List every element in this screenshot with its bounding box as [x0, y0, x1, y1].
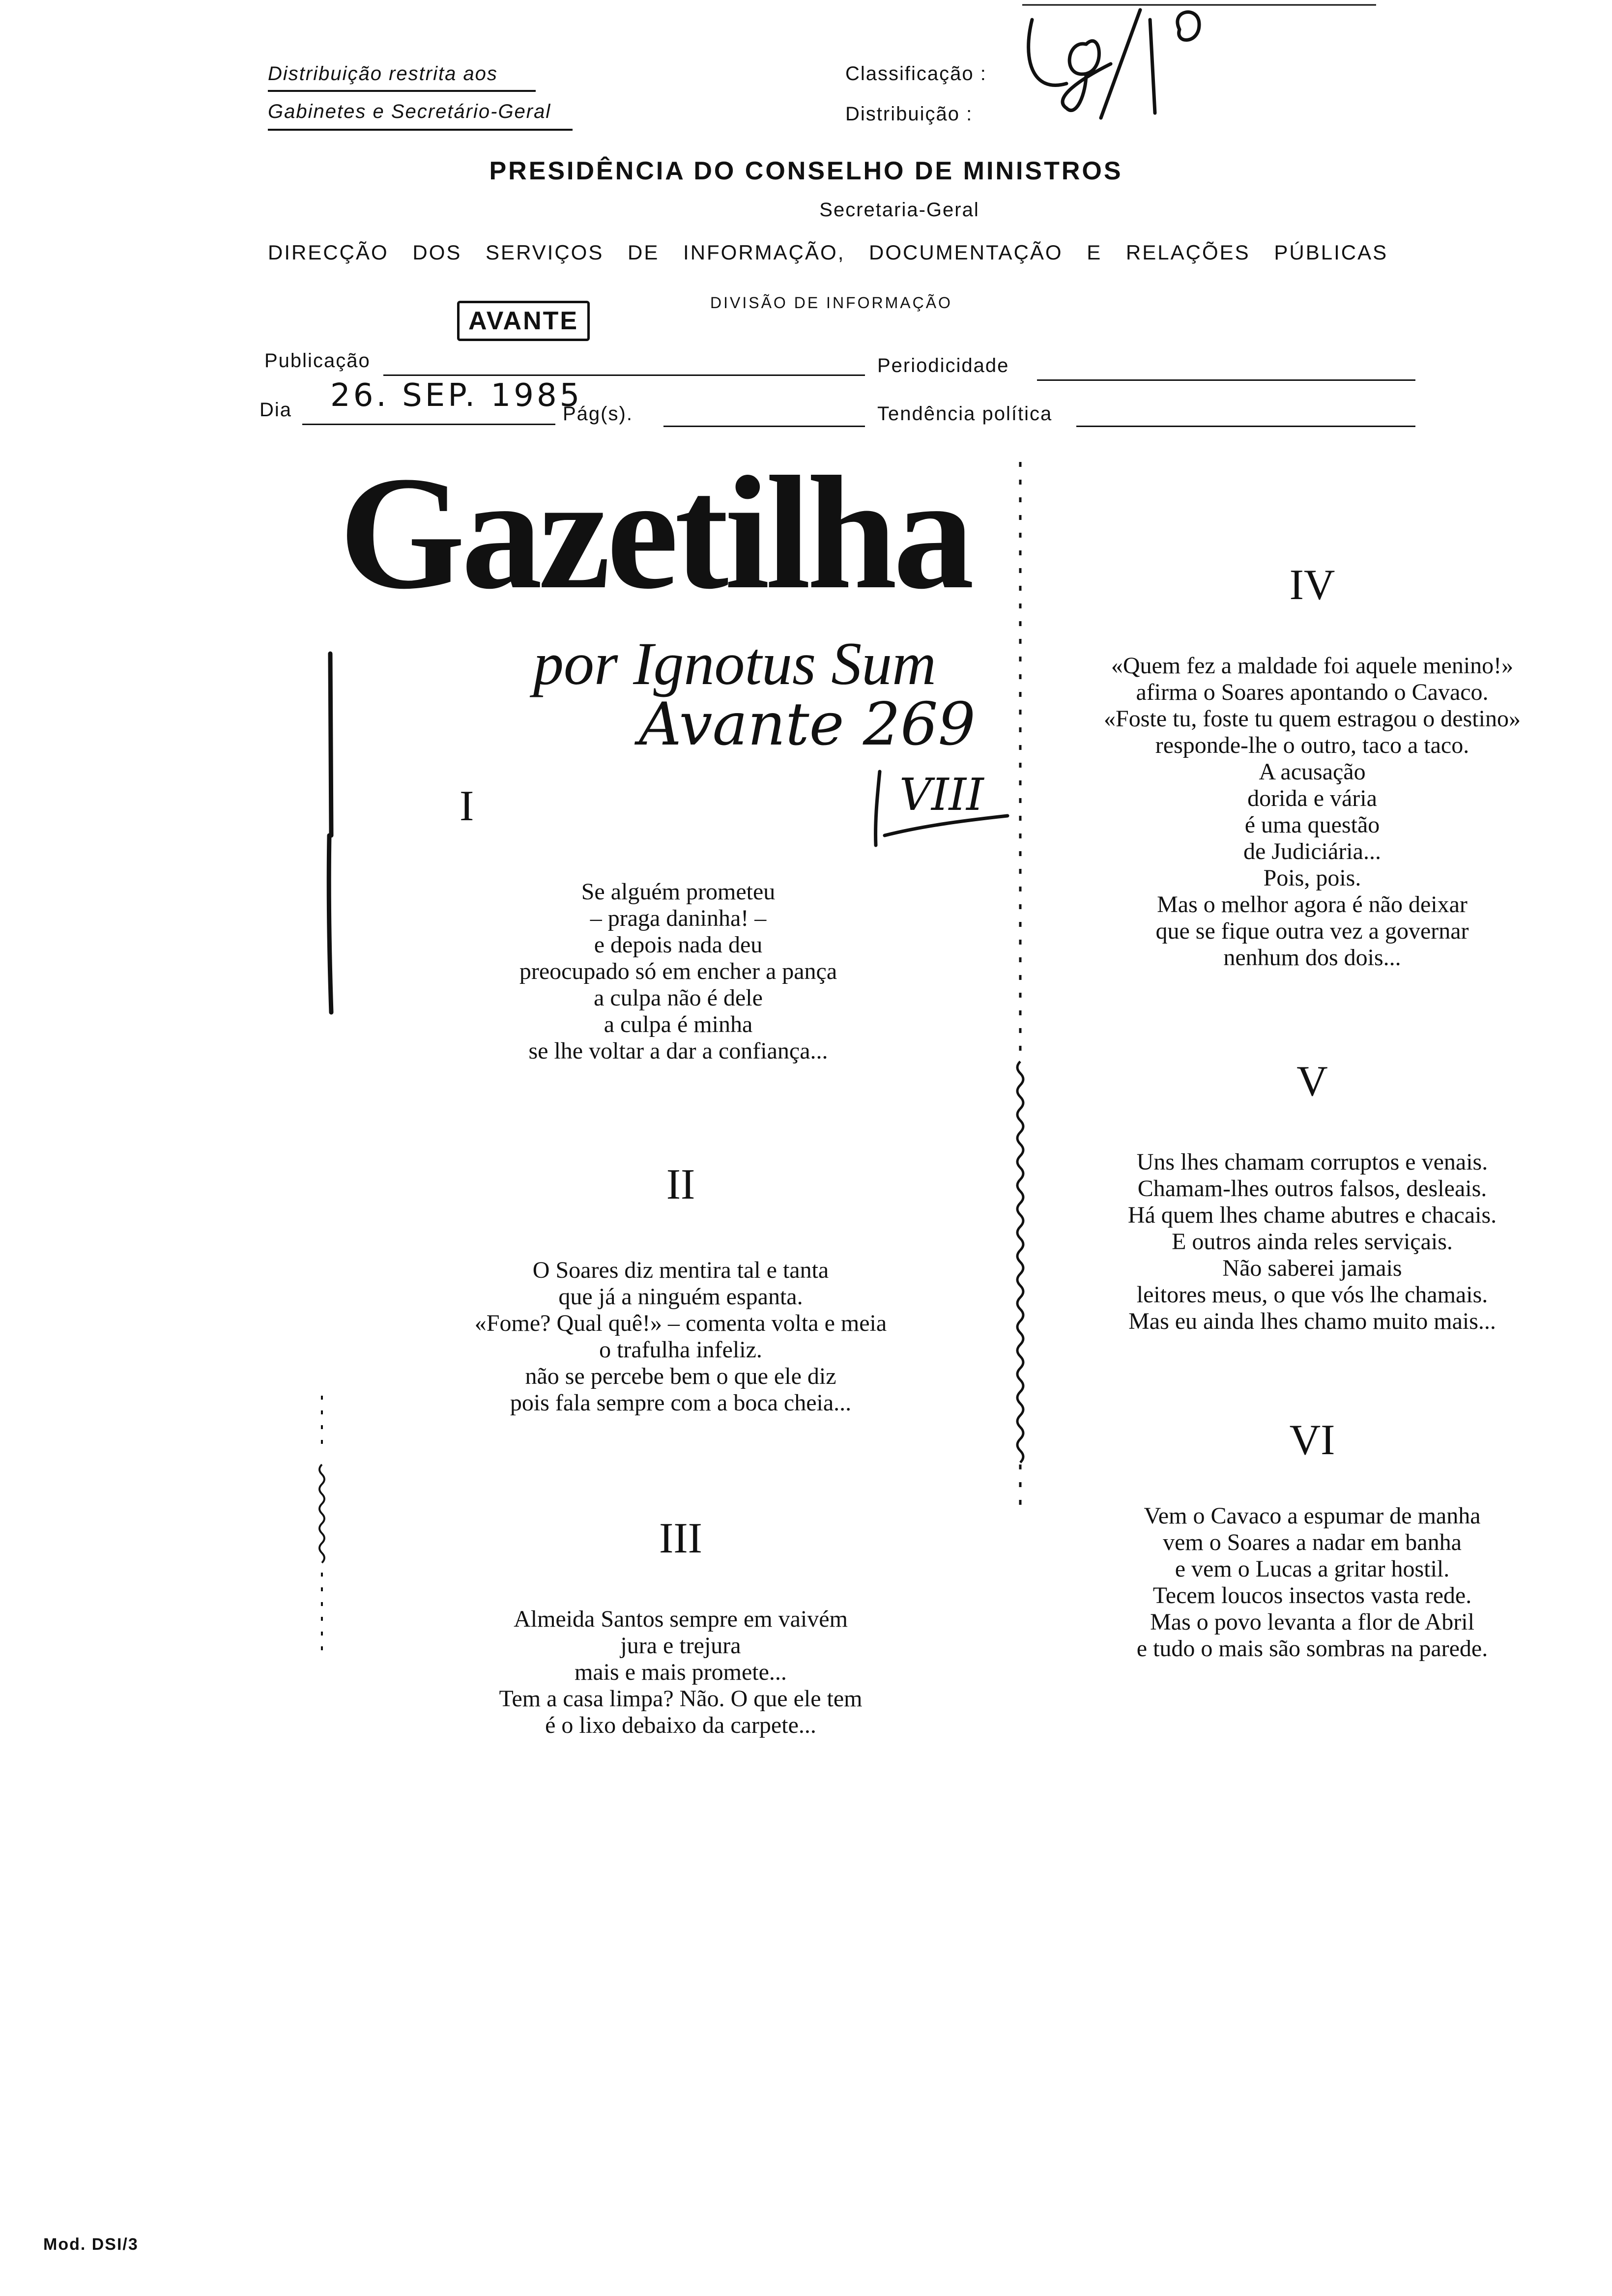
section-numeral-6: VI	[1289, 1416, 1335, 1464]
section-numeral-5: V	[1296, 1058, 1328, 1105]
section-numeral-1: I	[460, 782, 474, 830]
poem-section-6: Vem o Cavaco a espumar de manha vem o Soares a nadar em banha e vem o Lucas a gritar hostil. Tecem loucos insectos vasta rede. Mas o povo levanta a flor de Abril e tudo o mais são sombras na parede.	[1136, 1503, 1488, 1662]
distribution-underline	[268, 90, 536, 92]
political-tendency-field	[1076, 426, 1415, 427]
byline: por Ignotus Sum	[533, 630, 936, 697]
poem-section-3: Almeida Santos sempre em vaivém jura e trejura mais e mais promete... Tem a casa limpa? Não. O que ele tem é o lixo debaixo da carpete...	[499, 1606, 863, 1738]
distribution-label: Distribuição :	[845, 103, 973, 125]
publication-field	[383, 374, 865, 376]
directorate-heading: DIRECÇÃO DOS SERVIÇOS DE INFORMAÇÃO, DOCUMENTAÇÃO E RELAÇÕES PÚBLICAS	[268, 241, 1388, 264]
poem-section-4: «Quem fez a maldade foi aquele menino!» afirma o Soares apontando o Cavaco. «Foste tu, foste tu quem estragou o destino» responde-lhe o outro, taco a taco. A acusação dorida e vária é uma questão de Judiciária... Pois, pois. Mas o melhor agora é não deixar que se fique outra vez a governar nenhum dos dois...	[1104, 653, 1521, 971]
section-numeral-4: IV	[1289, 561, 1335, 609]
day-field	[302, 424, 555, 425]
political-tendency-label: Tendência política	[877, 403, 1053, 425]
handwritten-mark: VIII	[899, 769, 984, 821]
poem-section-5: Uns lhes chamam corruptos e venais. Chamam-lhes outros falsos, desleais. Há quem lhes chame abutres e chacais. E outros ainda reles serviçais. Não saberei jamais leitores meus, o que vós lhe chamais. Mas eu ainda lhes chamo muito mais...	[1127, 1149, 1497, 1334]
publication-label: Publicação	[264, 350, 371, 372]
classification-label: Classificação :	[845, 63, 987, 85]
pages-label: Pág(s).	[563, 403, 633, 425]
margin-line	[315, 649, 344, 1022]
column-divider	[1008, 462, 1037, 1514]
presidency-heading: PRESIDÊNCIA DO CONSELHO DE MINISTROS	[489, 157, 1123, 185]
section-numeral-2: II	[666, 1161, 695, 1208]
secretariat-heading: Secretaria-Geral	[819, 199, 979, 221]
poem-section-2: O Soares diz mentira tal e tanta que já a ninguém espanta. «Fome? Qual quê!» – comenta volta e meia o trafulha infeliz. não se percebe bem o que ele diz pois fala sempre com a boca cheia...	[474, 1257, 887, 1416]
section-numeral-3: III	[659, 1515, 702, 1562]
publication-stamp: AVANTE	[457, 301, 590, 341]
day-label: Dia	[259, 399, 292, 421]
stamped-date: 26. SEP. 1985	[330, 377, 583, 414]
margin-doodle	[310, 1396, 334, 1651]
distribution-restricted-line: Distribuição restrita aos	[268, 63, 498, 85]
periodicity-label: Periodicidade	[877, 355, 1009, 376]
form-code: Mod. DSI/3	[43, 2235, 139, 2254]
pages-field	[663, 426, 865, 427]
distribution-cabinets-line: Gabinetes e Secretário-Geral	[268, 101, 551, 122]
handwritten-note: Avante 269	[639, 690, 976, 759]
periodicity-field	[1037, 379, 1415, 381]
division-heading: DIVISÃO DE INFORMAÇÃO	[710, 294, 952, 312]
handwritten-reference-mark	[1012, 0, 1386, 128]
masthead-title: Gazetilha	[339, 443, 971, 623]
distribution-underline-2	[268, 129, 573, 131]
poem-section-1: Se alguém prometeu – praga daninha! – e depois nada deu preocupado só em encher a pança a culpa não é dele a culpa é minha se lhe voltar a dar a confiança...	[519, 879, 837, 1064]
